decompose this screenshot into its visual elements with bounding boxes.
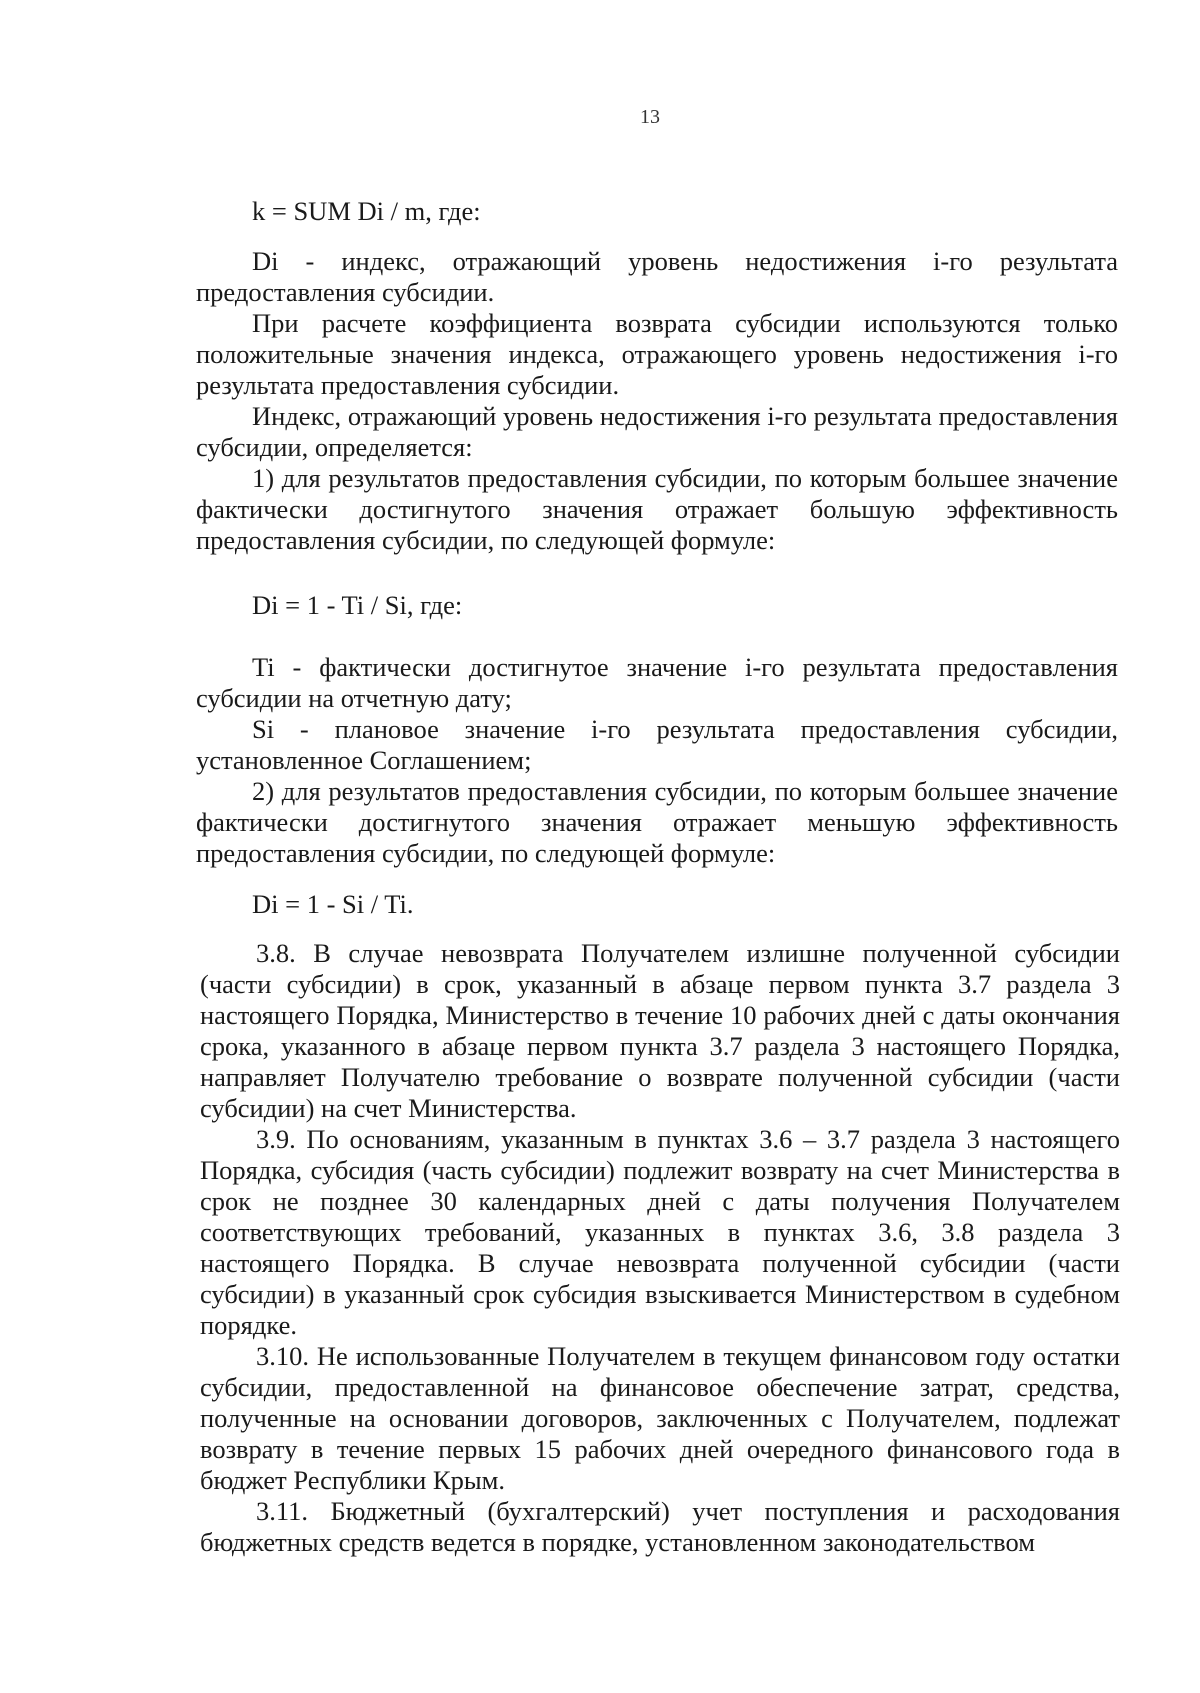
paragraph-ti-definition: Ti - фактически достигнутое значение i-го результата предоставления субсидии на отчетную дату; bbox=[196, 652, 1118, 713]
text-block-top bbox=[196, 246, 1118, 556]
paragraph-3-11: 3.11. Бюджетный (бухгалтерский) учет поступления и расходования бюджетных средств ведется в порядке, установленном законодательством bbox=[200, 1496, 1120, 1557]
paragraph-3-10: 3.10. Не использованные Получателем в текущем финансовом году остатки субсидии, предоставленной на финансовое обеспечение затрат, средства, полученные на основании договоров, заключенных с Получателем, подлежат возврату в течение первых 15 рабочих дней очередного финансового года в бюджет Республики Крым. bbox=[200, 1341, 1120, 1495]
formula-d2: Di = 1 - Si / Ti. bbox=[252, 889, 414, 919]
paragraph-positive-values: При расчете коэффициента возврата субсидии используются только положительные значения индекса, отражающего уровень недостижения i-го результата предоставления субсидии. bbox=[196, 308, 1118, 400]
formula-d1: Di = 1 - Ti / Si, где: bbox=[252, 590, 463, 620]
page-number: 13 bbox=[640, 106, 660, 128]
paragraph-index-determined: Индекс, отражающий уровень недостижения i-го результата предоставления субсидии, определяется: bbox=[196, 401, 1118, 462]
paragraph-di-definition: Di - индекс, отражающий уровень недостижения i-го результата предоставления субсидии. bbox=[196, 246, 1118, 307]
paragraph-3-9: 3.9. По основаниям, указанным в пунктах 3.6 – 3.7 раздела 3 настоящего Порядка, субсидия (часть субсидии) подлежит возврату на счет Министерства в срок не позднее 30 календарных дней с даты получения Получателем соответствующих требований, указанных в пунктах 3.6, 3.8 раздела 3 настоящего Порядка. В случае невозврата полученной субсидии (части субсидии) в указанный срок субсидия взыскивается Министерством в судебном порядке. bbox=[200, 1124, 1120, 1340]
paragraph-si-definition: Si - плановое значение i-го результата предоставления субсидии, установленное Соглашением; bbox=[196, 714, 1118, 775]
paragraph-case-1: 1) для результатов предоставления субсидии, по которым большее значение фактически достигнутого значения отражает большую эффективность предоставления субсидии, по следующей формуле: bbox=[196, 463, 1118, 555]
paragraph-case-2: 2) для результатов предоставления субсидии, по которым большее значение фактически достигнутого значения отражает меньшую эффективность предоставления субсидии, по следующей формуле: bbox=[196, 776, 1118, 868]
paragraph-3-8: 3.8. В случае невозврата Получателем излишне полученной субсидии (части субсидии) в срок, указанный в абзаце первом пункта 3.7 раздела 3 настоящего Порядка, Министерство в течение 10 рабочих дней с даты окончания срока, указанного в абзаце первом пункта 3.7 раздела 3 настоящего Порядка, направляет Получателю требование о возврате полученной субсидии (части субсидии) на счет Министерства. bbox=[200, 938, 1120, 1123]
formula-k: k = SUM Di / m, где: bbox=[252, 196, 481, 226]
text-block-mid bbox=[196, 652, 1118, 869]
text-block-bottom bbox=[200, 938, 1120, 1558]
